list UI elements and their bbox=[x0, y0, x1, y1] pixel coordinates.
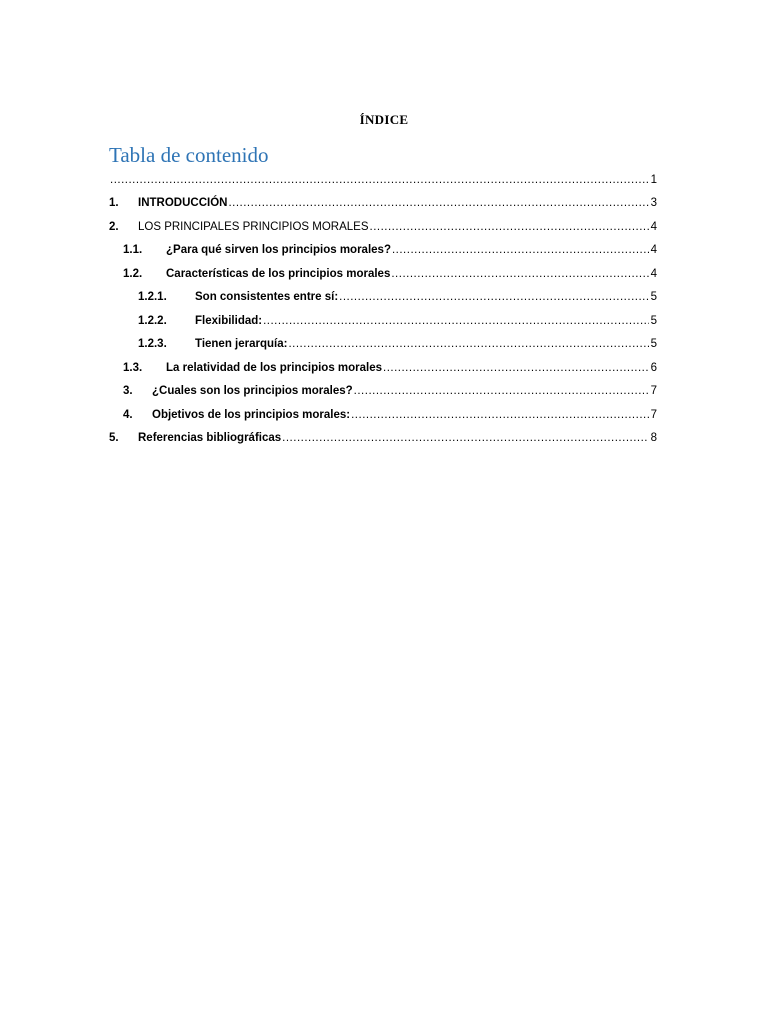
toc-page-number: 5 bbox=[650, 314, 657, 327]
toc-entry-label: ¿Para qué sirven los principios morales? bbox=[166, 244, 391, 257]
toc-entry-number: 4. bbox=[123, 408, 133, 421]
toc-title: Tabla de contenido bbox=[109, 143, 269, 167]
toc-entry-number: 1.2.1. bbox=[138, 291, 167, 304]
toc-entry[interactable] bbox=[109, 356, 657, 380]
toc-entry-label: Flexibilidad: bbox=[195, 314, 263, 327]
toc-leader bbox=[228, 197, 649, 209]
toc-entry[interactable] bbox=[109, 403, 657, 427]
toc-page-number: 4 bbox=[650, 220, 657, 233]
toc-entry-label: LOS PRINCIPALES PRINCIPIOS MORALES bbox=[138, 220, 369, 233]
toc-leader bbox=[391, 268, 649, 280]
toc-leader bbox=[383, 362, 649, 374]
toc-entry-label: Objetivos de los principios morales: bbox=[152, 408, 351, 421]
toc-entry[interactable] bbox=[109, 215, 657, 239]
toc-entry-label: La relatividad de los principios morales bbox=[166, 361, 383, 374]
toc-entry-label: Son consistentes entre sí: bbox=[195, 291, 339, 304]
toc-entry-number: 1.1. bbox=[123, 244, 143, 257]
toc-entry-label: Tienen jerarquía: bbox=[195, 338, 288, 351]
toc-leader bbox=[370, 221, 650, 233]
toc-leader bbox=[392, 244, 649, 256]
toc-entry-label: ¿Cuales son los principios morales? bbox=[152, 385, 353, 398]
toc-entry[interactable] bbox=[109, 239, 657, 263]
toc-entry[interactable] bbox=[109, 192, 657, 216]
toc-page-number: 4 bbox=[650, 244, 657, 257]
toc-leader bbox=[263, 315, 649, 327]
toc-page-number: 5 bbox=[650, 291, 657, 304]
toc-page-number: 8 bbox=[650, 432, 657, 445]
toc-entry-label: Referencias bibliográficas bbox=[138, 432, 282, 445]
toc-entry[interactable] bbox=[109, 427, 657, 451]
toc-leader bbox=[110, 174, 649, 186]
toc-entry-number: 1.2.3. bbox=[138, 338, 167, 351]
toc-entry-number: 1.2.2. bbox=[138, 314, 167, 327]
toc-entry-number: 5. bbox=[109, 432, 119, 445]
toc-entry[interactable] bbox=[109, 168, 657, 192]
toc-entry-number: 1. bbox=[109, 197, 119, 210]
toc-page-number: 7 bbox=[650, 385, 657, 398]
toc-entry-number: 1.2. bbox=[123, 267, 143, 280]
toc-leader bbox=[354, 385, 649, 397]
toc-leader bbox=[282, 432, 649, 444]
toc-page-number: 5 bbox=[650, 338, 657, 351]
document-heading: ÍNDICE bbox=[359, 112, 409, 127]
toc-entry-label: Características de los principios morales bbox=[166, 267, 391, 280]
toc-page-number: 7 bbox=[650, 408, 657, 421]
toc-entry-label: INTRODUCCIÓN bbox=[138, 197, 228, 210]
toc-entry-number: 1.3. bbox=[123, 361, 143, 374]
toc-entry-number: 3. bbox=[123, 385, 133, 398]
toc-leader bbox=[351, 409, 649, 421]
toc-page-number: 4 bbox=[650, 267, 657, 280]
toc-entry[interactable] bbox=[109, 380, 657, 404]
toc-page-number: 6 bbox=[650, 361, 657, 374]
toc-entry[interactable] bbox=[109, 286, 657, 310]
toc-entry[interactable] bbox=[109, 309, 657, 333]
table-of-contents bbox=[109, 168, 657, 450]
toc-page-number: 3 bbox=[650, 197, 657, 210]
toc-entry-number: 2. bbox=[109, 220, 119, 233]
toc-leader bbox=[339, 291, 649, 303]
toc-leader bbox=[288, 338, 649, 350]
toc-entry[interactable] bbox=[109, 333, 657, 357]
toc-entry[interactable] bbox=[109, 262, 657, 286]
toc-page-number: 1 bbox=[650, 173, 657, 186]
